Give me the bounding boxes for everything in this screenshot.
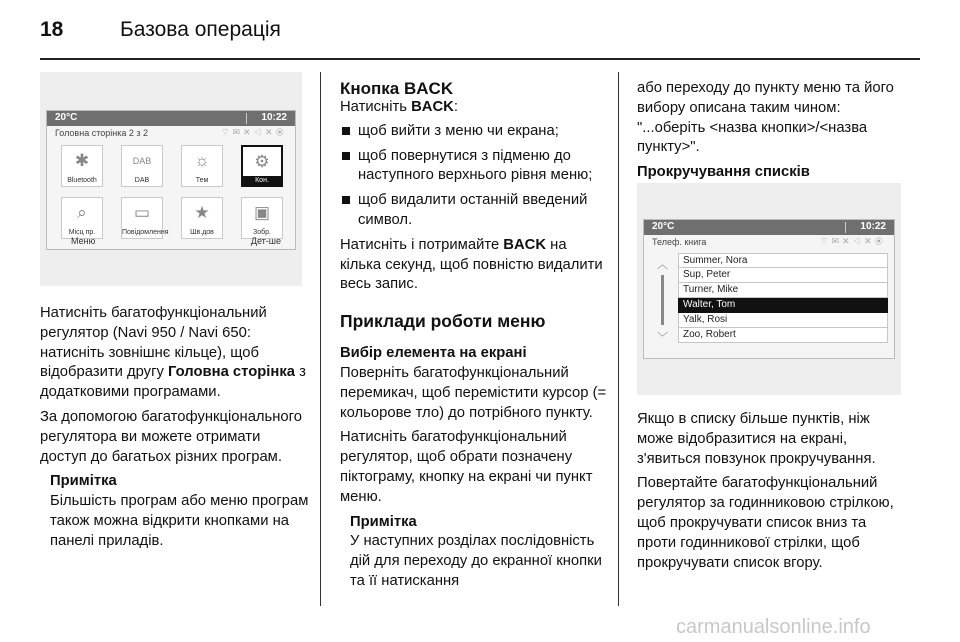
contact-row[interactable]: Yalk, Rosi: [678, 313, 888, 328]
bullet-list: [340, 122, 610, 231]
screen-subtitle: Телеф. книга: [652, 237, 707, 247]
status-bar: [47, 111, 295, 126]
details-label[interactable]: Дет-ше: [250, 236, 281, 246]
bold-text: Головна сторінка: [167, 364, 295, 381]
paragraph: Поверніть багатофункціональний перемикач, щоб перемістити курсор (= кольорове тло) до потрібного пункту.: [340, 364, 607, 421]
note: [40, 472, 310, 551]
status-icons: ⌔✉✕◁✕◉: [220, 127, 287, 137]
note-text: Більшість програм або меню програм також можна відкрити кнопками на панелі приладів.: [50, 493, 309, 549]
right-text-bottom: [637, 410, 905, 573]
app-label: Місц пр.: [68, 229, 96, 236]
app-label: Повідомлення: [122, 229, 169, 236]
paragraph: [340, 236, 610, 295]
screen-subtitle: Головна сторінка 2 з 2: [55, 128, 148, 138]
bullet-icon: [342, 196, 350, 204]
contact-row[interactable]: Walter, Tom: [678, 298, 888, 313]
contact-row[interactable]: Turner, Mike: [678, 283, 888, 298]
text: щоб повернутися з підменю до наступного верхнього рівня меню;: [358, 147, 593, 184]
app-label: Тем: [195, 177, 209, 184]
app-label: Кон.: [243, 176, 281, 185]
app-tile[interactable]: [241, 145, 283, 187]
home-screen: [46, 110, 296, 250]
app-tile[interactable]: [121, 197, 169, 239]
page-header: [40, 14, 920, 54]
app-icon: ✱: [74, 151, 90, 170]
left-text: [40, 304, 310, 552]
column-divider: [618, 72, 619, 606]
sub-bar: [47, 126, 295, 140]
app-tile[interactable]: [181, 145, 223, 187]
paragraph: Повертайте багатофункціональний регулятор за годинниковою стрілкою, щоб прокручувати список вниз та проти годинникової стрілки, щоб прокручувати список вгору.: [637, 475, 894, 571]
right-text-top: [637, 79, 905, 183]
temperature: 20°C: [652, 221, 675, 232]
header-rule: [40, 58, 920, 60]
phonebook-screen: [643, 219, 895, 359]
app-icon: ☼: [194, 151, 210, 170]
menu-label[interactable]: Меню: [71, 236, 96, 246]
clock: 10:22: [261, 112, 287, 123]
note: [340, 513, 610, 592]
page-title: Базова операція: [120, 18, 281, 41]
app-tile[interactable]: [61, 145, 103, 187]
subsection-heading: Прокручування списків: [637, 164, 810, 181]
contact-list: [678, 253, 888, 343]
text: з додатковими програмами.: [40, 364, 306, 401]
text: щоб видалити останній введений символ.: [358, 192, 588, 228]
app-label: Зобр.: [253, 229, 271, 236]
app-icon: DAB: [132, 156, 152, 166]
scroll-down-icon[interactable]: ﹀: [657, 332, 668, 344]
phonebook-figure: [637, 183, 901, 395]
contact-row[interactable]: Zoo, Robert: [678, 328, 888, 343]
note-title: Примітка: [50, 473, 117, 490]
contact-row[interactable]: Sup, Peter: [678, 268, 888, 283]
bullet-icon: [342, 127, 350, 135]
scrollbar[interactable]: [661, 275, 664, 325]
list-item: [340, 147, 610, 187]
bold-text: BACK: [503, 236, 547, 253]
paragraph: або переходу до пункту меню та його вибору описана таким чином: "...оберіть <назва кнопки>/<назва пункту>".: [637, 80, 894, 156]
temperature: 20°C: [55, 112, 78, 123]
page-number: 18: [40, 18, 64, 41]
contact-row[interactable]: Summer, Nora: [678, 253, 888, 268]
list-item: [340, 191, 610, 231]
paragraph: [40, 304, 310, 403]
status-bar: [644, 220, 894, 235]
app-tile[interactable]: [61, 197, 103, 239]
section-heading: Кнопка BACK: [340, 79, 454, 98]
text: Натисніть багатофункціональний регулятор (Navi 950 / Navi 650: натисніть зовнішнє кільце), щоб відобразити другу: [40, 305, 267, 381]
bold-text: BACK: [411, 99, 454, 115]
paragraph: Натисніть багатофункціональний регулятор, щоб обрати позначену піктограму, кнопку на екрані чи пункт меню.: [340, 429, 593, 505]
bullet-icon: [342, 152, 350, 160]
status-separator: [246, 113, 247, 124]
app-icon: ▭: [133, 203, 151, 222]
column-divider: [320, 72, 321, 606]
list-item: [340, 122, 610, 142]
text: Натисніть і потримайте: [340, 236, 504, 253]
app-label: Bluetooth: [67, 177, 97, 184]
text: :: [453, 99, 458, 115]
section-heading: Приклади роботи меню: [340, 311, 546, 332]
watermark: carmanualsonline.info: [676, 616, 871, 638]
app-tile[interactable]: [181, 197, 223, 239]
text: щоб вийти з меню чи екрана;: [358, 122, 559, 139]
paragraph: [340, 98, 610, 118]
text: на кілька секунд, щоб повністю видалити весь запис.: [340, 236, 603, 293]
status-icons: ⌔✉✕◁✕◉: [819, 236, 886, 246]
scroll-up-icon[interactable]: ︿: [657, 259, 668, 271]
middle-text: [340, 79, 610, 592]
app-icon: ⌕: [77, 203, 87, 222]
sub-bar: [644, 235, 894, 249]
status-separator: [845, 222, 846, 233]
note-text: У наступних розділах послідовність дій для переходу до екранної кнопки та її натискання: [350, 533, 602, 589]
paragraph: За допомогою багатофункціонального регулятора ви можете отримати доступ до багатьох різних програм.: [40, 408, 302, 465]
app-label: DAB: [134, 177, 150, 184]
subsection-heading: Вибір елемента на екрані: [340, 345, 527, 362]
app-label: Шв.дов: [190, 229, 214, 236]
clock: 10:22: [860, 221, 886, 232]
text: Натисніть: [340, 99, 412, 115]
paragraph: Якщо в списку більше пунктів, ніж може відобразитися на екрані, з'явиться повзунок прокручування.: [637, 411, 876, 467]
home-screen-figure: [40, 72, 302, 286]
app-tile[interactable]: [121, 145, 163, 187]
app-icon: ⚙: [254, 152, 270, 171]
app-icon: ★: [194, 203, 210, 222]
app-icon: ▣: [253, 203, 271, 222]
note-title: Примітка: [350, 513, 417, 530]
app-tile[interactable]: [241, 197, 283, 239]
